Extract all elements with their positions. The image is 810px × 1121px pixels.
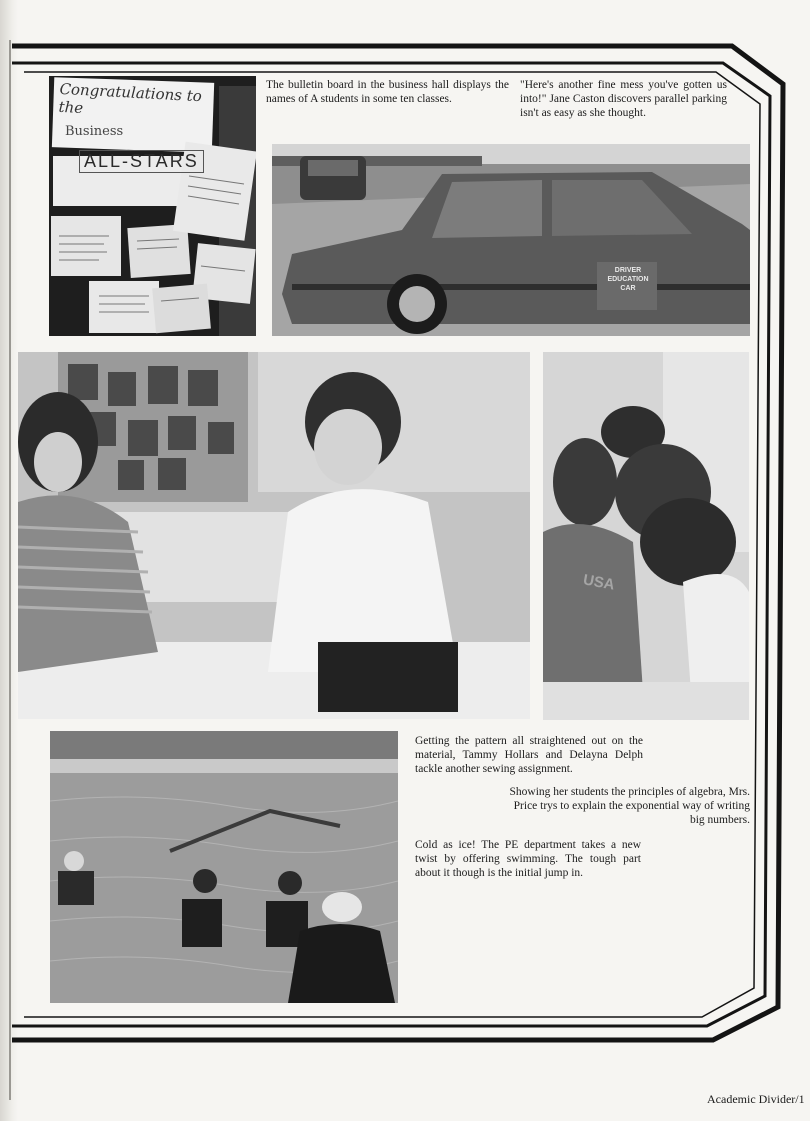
caption-algebra: Showing her students the principles of algebra, Mrs. Price trys to explain the exponential way of writing big numbers.	[509, 786, 750, 826]
driver-ed-car-illustration	[272, 144, 750, 336]
board-allstar-text: ALL-STARS	[79, 150, 204, 173]
photo-bulletin-board	[49, 76, 256, 336]
page-folio: Academic Divider/1	[707, 1092, 805, 1106]
car-door-line-3: CAR	[620, 285, 636, 292]
caption-swimming: Cold as ice! The PE department takes a new twist by offering swimming. The tough part about it though is the initial jump in.	[415, 839, 641, 879]
board-subheading-text: Business	[65, 124, 124, 139]
swimming-class-illustration	[50, 731, 398, 1003]
photo-swimming-class	[50, 731, 398, 1003]
shirt-usa-text: USA	[581, 571, 616, 594]
car-door-line-1: DRIVER	[614, 267, 642, 274]
algebra-class-illustration	[543, 352, 749, 720]
board-heading-text: Congratulations to the	[58, 79, 203, 118]
photo-sewing-class	[18, 352, 530, 719]
caption-driver-ed: "Here's another fine mess you've gotten us into!" Jane Caston discovers parallel parking isn't as easy as she thought.	[520, 79, 727, 119]
car-door-line-2: EDUCATION	[607, 276, 649, 283]
photo-algebra-class	[543, 352, 749, 720]
caption-bulletin-board: The bulletin board in the business hall displays the names of A students in some ten classes.	[266, 79, 509, 105]
photo-driver-ed-car	[272, 144, 750, 336]
sewing-class-illustration	[18, 352, 530, 719]
caption-sewing: Getting the pattern all straightened out on the material, Tammy Hollars and Delayna Delph tackle another sewing assignment.	[415, 735, 643, 775]
car-door-sign	[599, 266, 657, 293]
